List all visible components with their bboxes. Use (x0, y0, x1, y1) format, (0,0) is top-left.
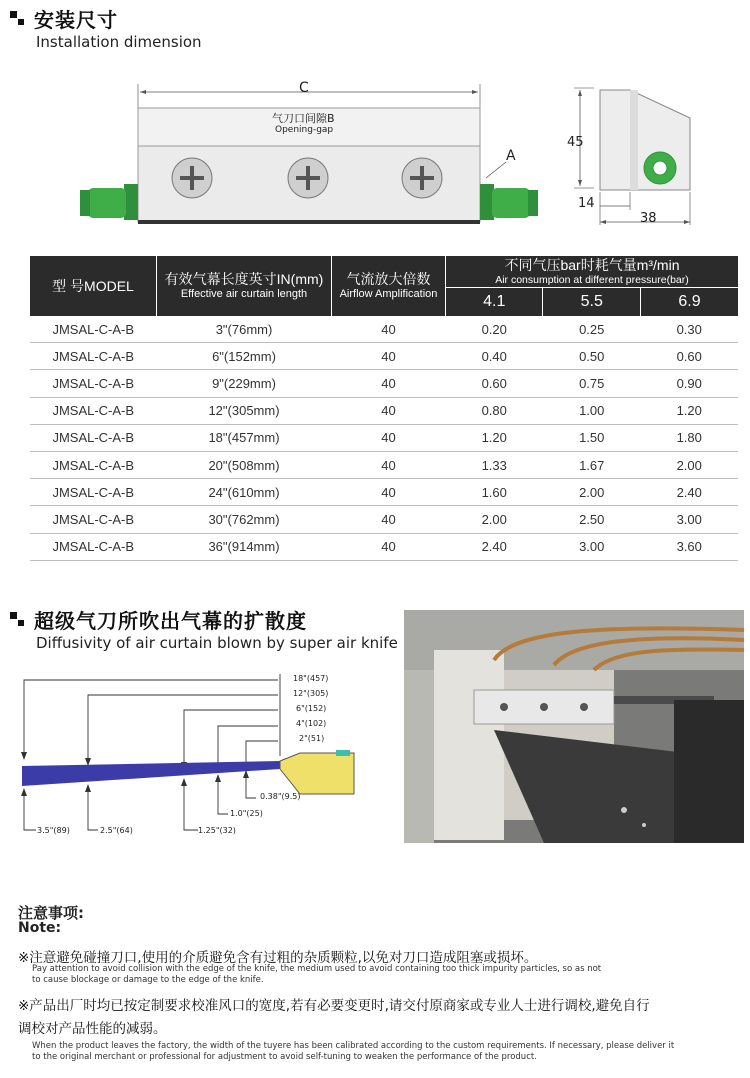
diffusion-top-label: 18"(457) (293, 674, 329, 683)
table-cell-model: JMSAL-C-A-B (30, 506, 157, 533)
table-cell-length: 30"(762mm) (157, 506, 332, 533)
opening-gap-en-label: Opening-gap (275, 125, 334, 135)
notes-title-cn: 注意事项: (18, 904, 84, 922)
table-cell-model: JMSAL-C-A-B (30, 424, 157, 451)
dimension-38-label: 38 (640, 211, 657, 226)
table-cell-length: 12"(305mm) (157, 397, 332, 424)
table-cell-c3: 0.30 (640, 316, 738, 343)
table-cell-model: JMSAL-C-A-B (30, 316, 157, 343)
diffusion-bottom-label: 3.5"(89) (37, 826, 70, 835)
table-cell-length: 18"(457mm) (157, 424, 332, 451)
diffusion-top-label: 6"(152) (296, 704, 327, 713)
section-title-cn: 超级气刀所吹出气幕的扩散度 (34, 609, 307, 633)
table-row (30, 506, 738, 533)
diffusion-bottom-label: 1.0"(25) (230, 809, 263, 818)
table-cell-c1: 0.40 (446, 343, 543, 370)
table-cell-length: 9"(229mm) (157, 370, 332, 397)
section-title-en: Installation dimension (36, 33, 202, 51)
section-bullet-icon (10, 612, 24, 626)
note-2-cn-line2: 调校对产品性能的减弱。 (18, 1021, 167, 1037)
table-cell-model: JMSAL-C-A-B (30, 451, 157, 478)
note-1-en: Pay attention to avoid collision with the edge of the knife, the medium used to avoid containing too thick impurity particles, so as not to cause blockage or damage to the edge of the knife. (32, 964, 602, 985)
diffusion-top-label: 2"(51) (299, 734, 325, 743)
header-amplification: 气流放大倍数 Airflow Amplification (332, 256, 446, 316)
table-cell-c1: 1.33 (446, 451, 543, 478)
table-cell-c2: 0.75 (543, 370, 640, 397)
table-cell-c2: 1.00 (543, 397, 640, 424)
installation-photo (404, 610, 744, 843)
table-cell-model: JMSAL-C-A-B (30, 397, 157, 424)
header-pressure-3: 6.9 (640, 288, 738, 317)
table-cell-amp: 40 (332, 343, 446, 370)
table-cell-c3: 2.40 (640, 479, 738, 506)
table-row (30, 451, 738, 478)
air-knife-front-view (80, 80, 550, 240)
table-cell-length: 36"(914mm) (157, 533, 332, 560)
notes-title-en: Note: (18, 920, 62, 936)
table-row (30, 343, 738, 370)
note-2-cn-line1: ※产品出厂时均已按定制要求校准风口的宽度,若有必要变更时,请交付原商家或专业人士进行调校,避免自行 (18, 998, 650, 1014)
table-cell-model: JMSAL-C-A-B (30, 479, 157, 506)
screw-icon (172, 158, 212, 198)
header-pressure-2: 5.5 (543, 288, 640, 317)
dimension-14-label: 14 (578, 196, 595, 211)
table-cell-c1: 2.40 (446, 533, 543, 560)
table-cell-amp: 40 (332, 397, 446, 424)
table-cell-c1: 2.00 (446, 506, 543, 533)
table-cell-amp: 40 (332, 451, 446, 478)
table-cell-c1: 0.80 (446, 397, 543, 424)
diffusion-top-label: 4"(102) (296, 719, 327, 728)
diffusion-bottom-label: 2.5"(64) (100, 826, 133, 835)
table-cell-c2: 2.50 (543, 506, 640, 533)
header-consumption: 不同气压bar时耗气量m³/min Air consumption at different pressure(bar) (446, 256, 739, 288)
header-model: 型 号MODEL (30, 256, 157, 316)
header-pressure-1: 4.1 (446, 288, 543, 317)
table-cell-amp: 40 (332, 316, 446, 343)
table-cell-length: 6"(152mm) (157, 343, 332, 370)
table-cell-model: JMSAL-C-A-B (30, 370, 157, 397)
table-cell-c3: 0.60 (640, 343, 738, 370)
table-cell-c3: 2.00 (640, 451, 738, 478)
table-row (30, 424, 738, 451)
table-cell-c2: 0.50 (543, 343, 640, 370)
table-row (30, 370, 738, 397)
table-row (30, 479, 738, 506)
table-cell-amp: 40 (332, 533, 446, 560)
table-cell-length: 24"(610mm) (157, 479, 332, 506)
table-cell-c2: 3.00 (543, 533, 640, 560)
table-cell-model: JMSAL-C-A-B (30, 343, 157, 370)
dimension-a-label: A (506, 148, 516, 164)
table-cell-c3: 3.60 (640, 533, 738, 560)
note-2-en: When the product leaves the factory, the width of the tuyere has been calibrated according to the custom requirements. If necessary, please deliver it to the original merchant or professional for adjustment to avoid self-tuning to weaken the performance of the product. (32, 1041, 675, 1062)
table-cell-c2: 1.50 (543, 424, 640, 451)
dimension-45-label: 45 (567, 135, 584, 150)
table-cell-c3: 0.90 (640, 370, 738, 397)
section-bullet-icon (10, 11, 24, 25)
diffusion-top-label: 12"(305) (293, 689, 329, 698)
table-cell-model: JMSAL-C-A-B (30, 533, 157, 560)
table-cell-amp: 40 (332, 506, 446, 533)
screw-icon (402, 158, 442, 198)
diffusion-bottom-label: 1.25"(32) (198, 826, 236, 835)
note-1-cn: ※注意避免碰撞刀口,使用的介质避免含有过粗的杂质颗粒,以免对刀口造成阻塞或损坏。 (18, 950, 538, 966)
table-cell-length: 3"(76mm) (157, 316, 332, 343)
table-cell-length: 20"(508mm) (157, 451, 332, 478)
table-cell-c1: 1.20 (446, 424, 543, 451)
opening-gap-cn-label: 气刀口间隙B (272, 112, 335, 125)
table-cell-c2: 0.25 (543, 316, 640, 343)
table-cell-amp: 40 (332, 370, 446, 397)
screw-icon (288, 158, 328, 198)
table-cell-c3: 1.80 (640, 424, 738, 451)
table-cell-c1: 1.60 (446, 479, 543, 506)
table-row (30, 316, 738, 343)
table-cell-amp: 40 (332, 479, 446, 506)
section-title-cn: 安装尺寸 (34, 8, 118, 32)
table-cell-amp: 40 (332, 424, 446, 451)
diffusion-gap-label: 0.38"(9.5) (260, 792, 301, 801)
table-cell-c1: 0.20 (446, 316, 543, 343)
table-cell-c2: 2.00 (543, 479, 640, 506)
header-length: 有效气幕长度英寸IN(mm) Effective air curtain length (157, 256, 332, 316)
spec-table (30, 256, 738, 561)
table-row (30, 397, 738, 424)
section-title-en: Diffusivity of air curtain blown by super air knife (36, 634, 398, 652)
table-cell-c3: 3.00 (640, 506, 738, 533)
table-cell-c2: 1.67 (543, 451, 640, 478)
dimension-c-label: C (299, 80, 309, 96)
table-cell-c3: 1.20 (640, 397, 738, 424)
table-cell-c1: 0.60 (446, 370, 543, 397)
table-row (30, 533, 738, 560)
